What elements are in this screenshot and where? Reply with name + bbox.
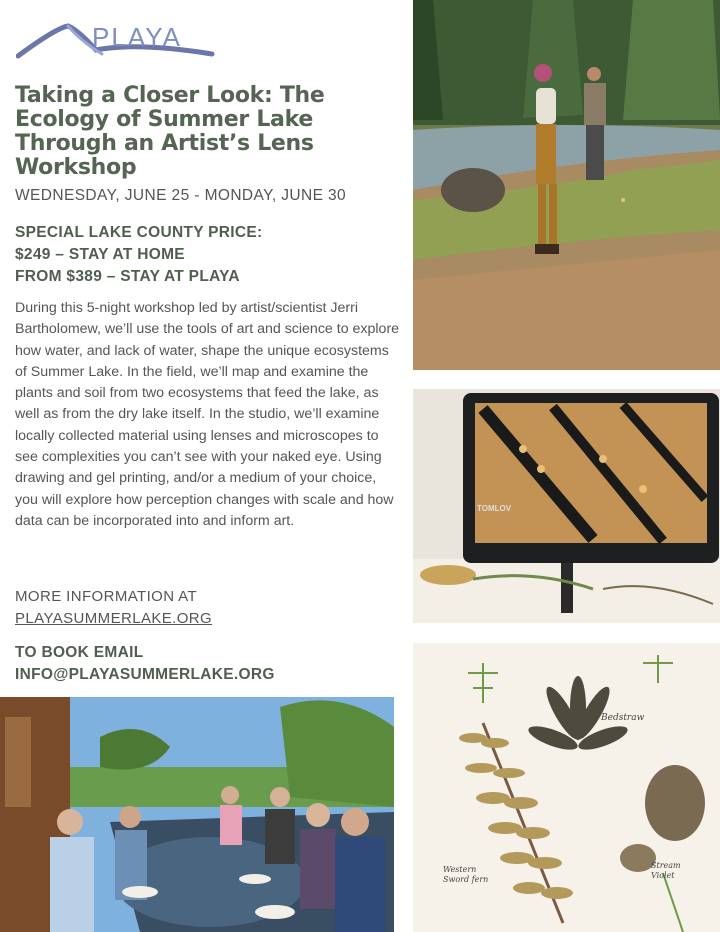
website-link[interactable]: PLAYASUMMERLAKE.ORG (15, 610, 213, 627)
event-title: Taking a Closer Look: The Ecology of Summer Lake Through an Artist’s Lens Workshop (15, 83, 325, 180)
booking-label: TO BOOK EMAIL (15, 644, 144, 661)
booking-email-link[interactable]: INFO@PLAYASUMMERLAKE.ORG (15, 666, 275, 683)
pricing-heading: SPECIAL LAKE COUNTY PRICE: (15, 224, 263, 241)
pricing-block (15, 222, 263, 288)
more-info (15, 586, 212, 630)
event-dates: WEDNESDAY, JUNE 25 - MONDAY, JUNE 30 (15, 187, 347, 204)
logo-text: PLAYA (92, 22, 182, 52)
sketch-label-bedstraw: Bedstraw (601, 713, 645, 723)
microscope-photo (413, 389, 720, 623)
sketch-label-violet: Stream Violet (651, 861, 681, 880)
microscope-brand-label: TOMLOV (477, 504, 512, 513)
group-dinner-photo (0, 697, 394, 932)
workshop-description: During this 5-night workshop led by artist/scientist Jerri Bartholomew, we’ll use the tools of art and science to explore how water, and lack of water, shape the unique ecosystems of Summer Lake. In the field, we’ll map and examine the plants and soil from two ecosystems that feed the lake, as well as from the dry lake itself. In the studio, we’ll examine locally collected material using lenses and microscopes to see complexities you can’t see with your naked eye. Using drawing and gel printing, and/or a medium of your choice, you will explore how perception changes with scale and how data can be incorporated into and inform art. (15, 300, 400, 529)
price-stay-home: $249 – STAY AT HOME (15, 246, 185, 263)
sketch-label-fern: Western Sword fern (443, 865, 489, 884)
botanical-sketch-photo (413, 643, 720, 932)
booking-info (15, 642, 275, 686)
more-info-label: MORE INFORMATION AT (15, 588, 198, 605)
field-photo (413, 0, 720, 370)
price-stay-playa: FROM $389 – STAY AT PLAYA (15, 268, 240, 285)
